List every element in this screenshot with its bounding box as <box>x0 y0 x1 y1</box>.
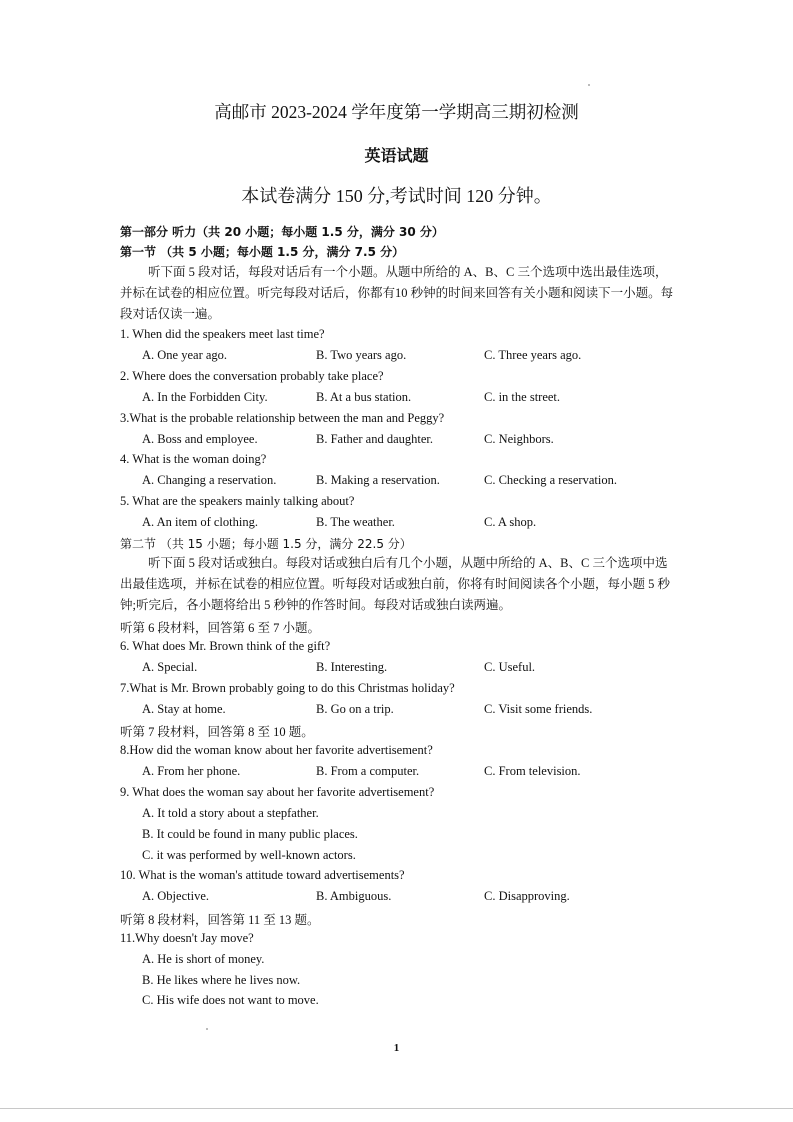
question-stem: 2. Where does the conversation probably take place? <box>120 369 384 383</box>
scan-speck <box>206 1028 208 1030</box>
option-a: A. It told a story about a stepfather. <box>142 806 319 820</box>
option-a: A. Stay at home. <box>142 702 226 716</box>
option-c: C. in the street. <box>484 390 561 404</box>
option-a: A. An item of clothing. <box>142 515 258 529</box>
section1-heading: 第一节 （共 5 小题；每小题 1.5 分，满分 7.5 分） <box>120 245 405 259</box>
option-a: A. One year ago. <box>142 348 228 362</box>
option-c: C. Checking a reservation. <box>484 473 617 487</box>
material-note: 听第 8 段材料，回答第 11 至 13 题。 <box>120 913 320 927</box>
option-c: C. A shop. <box>484 515 537 529</box>
option-b: B. Ambiguous. <box>316 889 392 903</box>
option-c: C. His wife does not want to move. <box>142 993 319 1007</box>
option-b: B. Making a reservation. <box>316 473 440 487</box>
scan-speck <box>588 84 590 86</box>
section1-instructions: 听下面 5 段对话，每段对话后有一个小题。从题中所给的 A、B、C 三个选项中选出最佳选项，并标在试卷的相应位置。听完每段对话后，你都有10 秒钟的时间来回答有关小题和阅读下一小题。每段对话仅读一遍。 <box>120 265 674 321</box>
option-c: C. Three years ago. <box>484 348 582 362</box>
option-c: C. Visit some friends. <box>484 702 593 716</box>
option-b: B. The weather. <box>316 515 395 529</box>
question-stem: 8.How did the woman know about her favorite advertisement? <box>120 743 433 757</box>
question-stem: 7.What is Mr. Brown probably going to do this Christmas holiday? <box>120 681 455 695</box>
option-b: B. Two years ago. <box>316 348 407 362</box>
option-b: B. Go on a trip. <box>316 702 394 716</box>
part1-heading: 第一部分 听力（共 20 小题；每小题 1.5 分，满分 30 分） <box>120 225 444 239</box>
exam-info: 本试卷满分 150 分,考试时间 120 分钟。 <box>241 186 552 206</box>
exam-subject: 英语试题 <box>364 146 429 165</box>
exam-title: 高邮市 2023-2024 学年度第一学期高三期初检测 <box>214 102 579 122</box>
question-stem: 11.Why doesn't Jay move? <box>120 931 254 945</box>
option-a: A. He is short of money. <box>142 952 265 966</box>
option-a: A. Special. <box>142 660 198 674</box>
option-a: A. From her phone. <box>142 764 241 778</box>
option-c: C. Disapproving. <box>484 889 570 903</box>
question-stem: 4. What is the woman doing? <box>120 452 267 466</box>
option-b: B. Father and daughter. <box>316 432 433 446</box>
option-a: A. Objective. <box>142 889 209 903</box>
option-c: C. From television. <box>484 764 581 778</box>
question-stem: 3.What is the probable relationship between the man and Peggy? <box>120 411 445 425</box>
option-a: A. Boss and employee. <box>142 432 258 446</box>
option-b: B. It could be found in many public places. <box>142 827 358 841</box>
section2-instructions: 听下面 5 段对话或独白。每段对话或独白后有几个小题，从题中所给的 A、B、C 三个选项中选出最佳选项，并标在试卷的相应位置。听每段对话或独白前，你将有时间阅读各个小题，每小题 5 秒钟;听完后，各小题将给出 5 秒钟的作答时间。每段对话或独白读两遍。 <box>120 556 671 612</box>
option-b: B. Interesting. <box>316 660 388 674</box>
question-stem: 6. What does Mr. Brown think of the gift? <box>120 639 331 653</box>
option-a: A. In the Forbidden City. <box>142 390 268 404</box>
option-b: B. He likes where he lives now. <box>142 973 301 987</box>
option-a: A. Changing a reservation. <box>142 473 277 487</box>
option-c: C. it was performed by well-known actors. <box>142 848 356 862</box>
question-stem: 9. What does the woman say about her favorite advertisement? <box>120 785 435 799</box>
option-c: C. Neighbors. <box>484 432 554 446</box>
question-stem: 10. What is the woman's attitude toward advertisements? <box>120 868 405 882</box>
option-b: B. At a bus station. <box>316 390 412 404</box>
option-c: C. Useful. <box>484 660 536 674</box>
material-note: 听第 6 段材料，回答第 6 至 7 小题。 <box>120 621 321 635</box>
page-number: 1 <box>393 1042 400 1054</box>
question-stem: 1. When did the speakers meet last time? <box>120 327 325 341</box>
material-note: 听第 7 段材料，回答第 8 至 10 题。 <box>120 725 314 739</box>
question-stem: 5. What are the speakers mainly talking about? <box>120 494 355 508</box>
option-b: B. From a computer. <box>316 764 420 778</box>
page-bottom-rule <box>0 1108 793 1109</box>
section2-heading: 第二节 （共 15 小题；每小题 1.5 分，满分 22.5 分） <box>120 537 412 551</box>
